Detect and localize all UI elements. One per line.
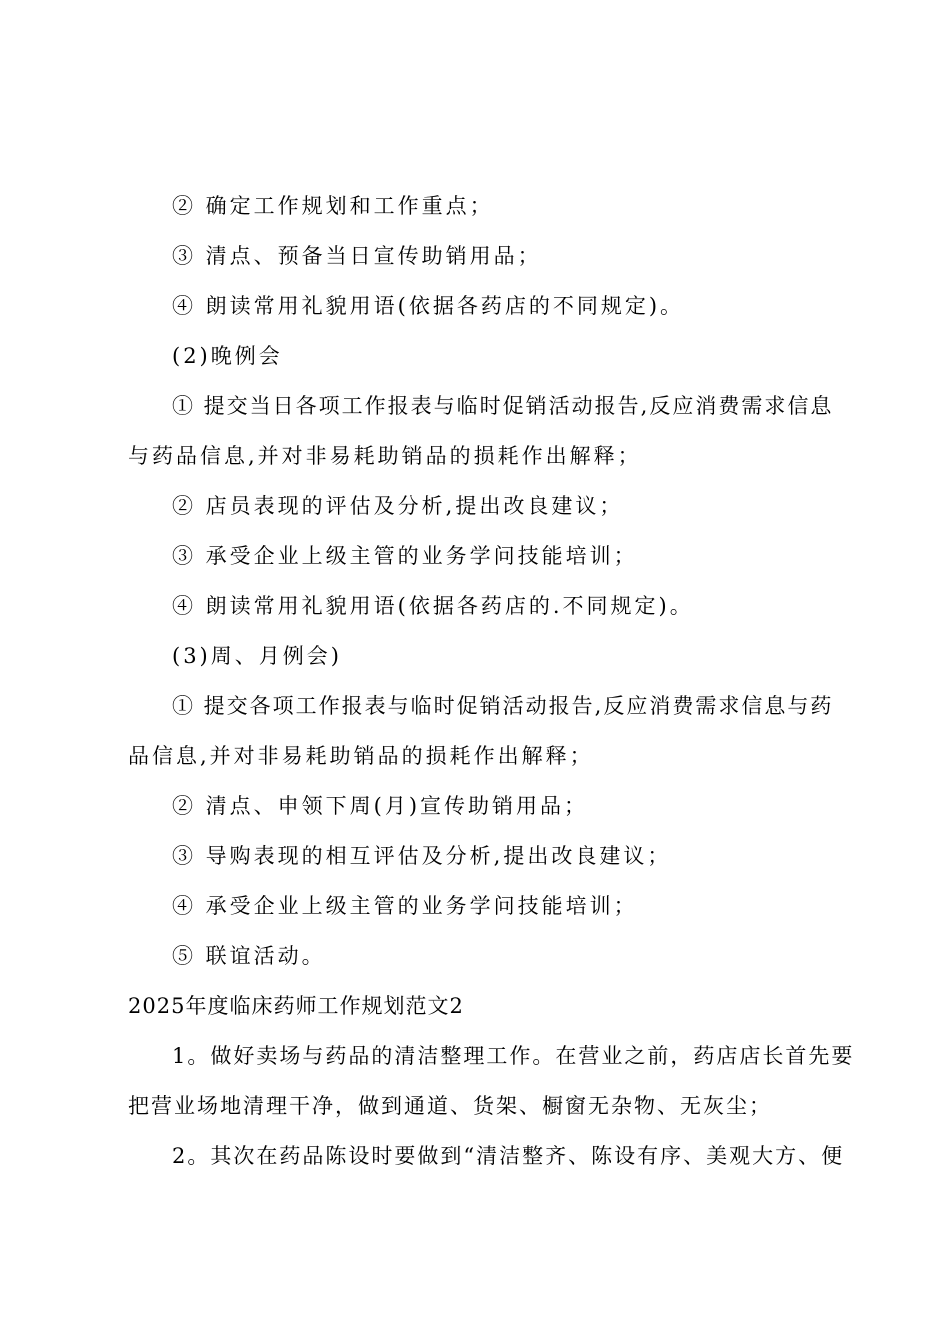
section-subheading: (3)周、月例会) (172, 644, 342, 668)
text-line: 2。其次在药品陈设时要做到“清洁整齐、陈设有序、美观大方、便 (172, 1144, 845, 1168)
text-line: ③ 清点、预备当日宣传助销用品； (172, 244, 542, 268)
text-line: ① 提交当日各项工作报表与临时促销活动报告,反应消费需求信息 (172, 394, 834, 418)
section-subheading: (2)晚例会 (172, 344, 283, 368)
text-line: ④ 承受企业上级主管的业务学问技能培训； (172, 894, 638, 918)
text-line: ② 确定工作规划和工作重点； (172, 194, 494, 218)
text-line: 1。做好卖场与药品的清洁整理工作。在营业之前，药店店长首先要 (172, 1044, 855, 1068)
text-line: 与药品信息,并对非易耗助销品的损耗作出解释； (128, 444, 642, 468)
text-line: ② 店员表现的评估及分析,提出改良建议； (172, 494, 624, 518)
text-line: ② 清点、申领下周(月)宣传助销用品； (172, 794, 589, 818)
text-line: 品信息,并对非易耗助销品的损耗作出解释； (128, 744, 594, 768)
text-line: ④ 朗读常用礼貌用语(依据各药店的.不同规定)。 (172, 594, 694, 618)
text-line: ③ 导购表现的相互评估及分析,提出改良建议； (172, 844, 672, 868)
section-heading: 2025年度临床药师工作规划范文2 (128, 994, 464, 1018)
text-line: ① 提交各项工作报表与临时促销活动报告,反应消费需求信息与药 (172, 694, 834, 718)
text-line: 把营业场地清理干净，做到通道、货架、橱窗无杂物、无灰尘； (128, 1094, 772, 1118)
text-line: ④ 朗读常用礼貌用语(依据各药店的不同规定)。 (172, 294, 685, 318)
text-line: ⑤ 联谊活动。 (172, 944, 326, 968)
text-line: ③ 承受企业上级主管的业务学问技能培训； (172, 544, 638, 568)
